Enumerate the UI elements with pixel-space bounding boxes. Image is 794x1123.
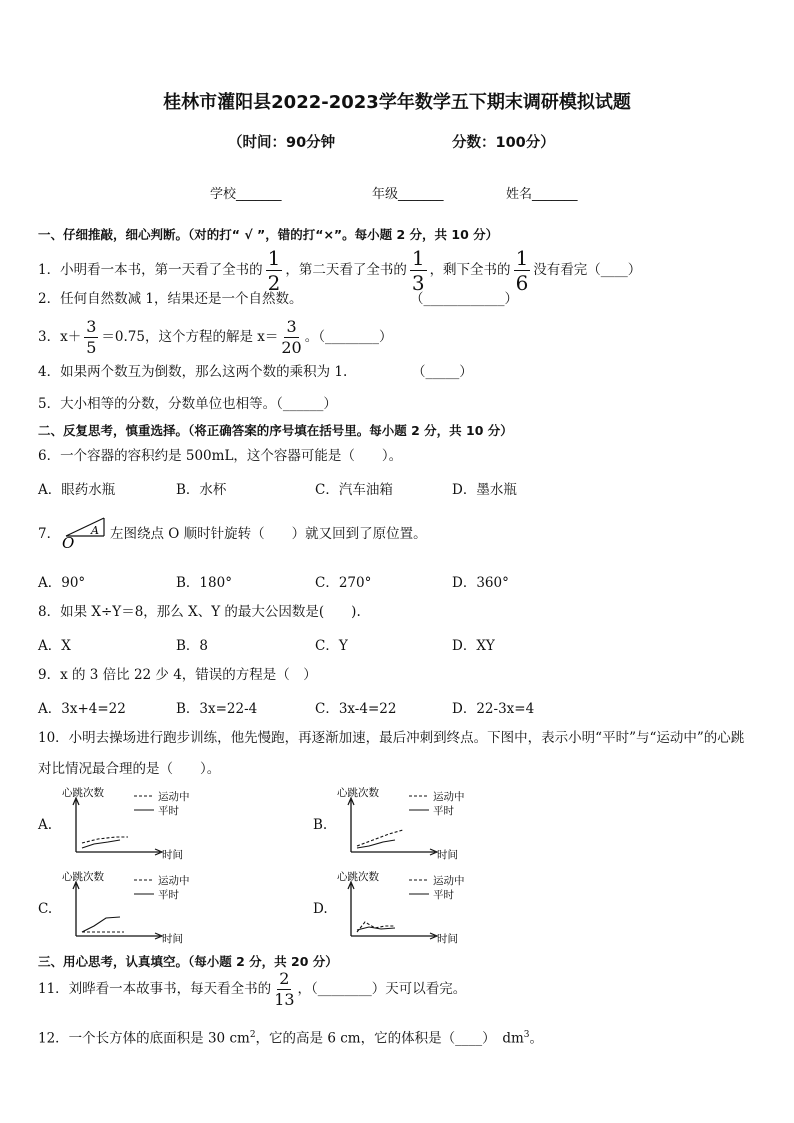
x-axis-label: 时间 (437, 933, 458, 945)
graph-a (58, 786, 228, 862)
question-4: 4．如果两个数互为倒数，那么这两个数的乘积为 1. (38, 364, 348, 380)
section-1-heading: 一、仔细推敲，细心判断。（对的打“ √ ”，错的打“×”。每小题 2 分，共 10 分） (38, 227, 499, 242)
question-1: 1．小明看一本书，第一天看了全书的 $\frac{1}{2}$ ，第二天看了全书的 $\frac{1}{3}$ ，剩下全书的 $\frac{1}{6}$ 没有看完（____） (38, 246, 642, 295)
y-axis-label: 心跳次数 (337, 871, 379, 883)
legend-dash-label: 运动中 (158, 875, 190, 887)
page-title: 桂林市灌阳县2022-2023学年数学五下期末调研模拟试题 (163, 92, 631, 113)
question-7-number: 7． (38, 526, 61, 542)
fraction: $\frac{3}{20}$ (281, 317, 302, 357)
graph-c (58, 870, 228, 946)
question-10-line-1: 10．小明去操场进行跑步训练，他先慢跑，再逐渐加速，最后冲刺到终点。下图中，表示小明“平时”与“运动中”的心跳 (38, 730, 745, 746)
question-2: 2．任何自然数减 1，结果还是一个自然数。 (38, 291, 303, 307)
legend-dash-label: 运动中 (433, 875, 465, 887)
q6-option-d: D．墨水瓶 (452, 482, 517, 498)
x-axis-label: 时间 (437, 849, 458, 861)
exercise-curve (357, 922, 395, 932)
y-axis-label: 心跳次数 (337, 787, 379, 799)
q10-option-c: C. (38, 901, 53, 917)
q6-option-c: C．汽车油箱 (315, 482, 393, 498)
normal-curve (82, 917, 120, 932)
q10-option-d: D. (313, 901, 328, 917)
q10-option-a: A. (38, 817, 53, 833)
graph-d (333, 870, 503, 946)
x-axis-label: 时间 (162, 849, 183, 861)
question-7: 左图绕点 O 顺时针旋转（ ）就又回到了原位置。 (110, 526, 427, 542)
q8-option-a: A．X (38, 638, 71, 654)
exam-score: 分数：100分） (452, 135, 555, 151)
question-10-line-2: 对比情况最合理的是（ ）。 (38, 761, 221, 777)
q8-option-d: D．XY (452, 638, 495, 654)
q7-option-a: A．90° (38, 575, 86, 591)
school-field: 学校_______ (210, 187, 282, 202)
name-field: 姓名_______ (506, 187, 578, 202)
legend-solid-label: 平时 (158, 805, 179, 817)
q6-option-b: B．水杯 (176, 482, 227, 498)
grade-field: 年级_______ (372, 187, 444, 202)
legend-solid-label: 平时 (433, 889, 454, 901)
q7-option-b: B．180° (176, 575, 232, 591)
y-axis-label: 心跳次数 (62, 787, 104, 799)
question-6: 6．一个容器的容积约是 500mL，这个容器可能是（ ）。 (38, 448, 403, 464)
section-3-heading: 三、用心思考，认真填空。（每小题 2 分，共 20 分） (38, 954, 338, 969)
exam-time: （时间：90分钟 (228, 135, 336, 151)
fraction: $\frac{1}{6}$ (515, 246, 529, 295)
q8-option-b: B．8 (176, 638, 209, 654)
graph-b (333, 786, 503, 862)
question-9: 9．x 的 3 倍比 22 少 4，错误的方程是（ ） (38, 667, 317, 683)
legend-dash-label: 运动中 (433, 791, 465, 803)
q9-option-d: D．22-3x=4 (452, 701, 535, 717)
rotation-figure (60, 514, 110, 550)
fraction: $\frac{1}{2}$ (267, 246, 281, 295)
fraction: $\frac{2}{13}$ (274, 969, 295, 1009)
q6-option-a: A．眼药水瓶 (38, 482, 116, 498)
q7-option-d: D．360° (452, 575, 509, 591)
q10-option-b: B. (313, 817, 328, 833)
question-5: 5．大小相等的分数，分数单位也相等。（______） (38, 396, 337, 412)
q8-option-c: C．Y (315, 638, 348, 654)
section-2-heading: 二、反复思考，慎重选择。（将正确答案的序号填在括号里。每小题 2 分，共 10 分） (38, 423, 513, 438)
point-o-label: O (62, 534, 75, 550)
fraction: $\frac{3}{5}$ (86, 317, 97, 357)
q9-option-b: B．3x=22-4 (176, 701, 258, 717)
q7-option-c: C．270° (315, 575, 372, 591)
legend-solid-label: 平时 (158, 889, 179, 901)
q9-option-a: A．3x+4=22 (38, 701, 126, 717)
legend-solid-label: 平时 (433, 805, 454, 817)
question-2-blank: （____________） (410, 291, 518, 307)
question-4-blank: （_____） (412, 364, 473, 380)
exercise-curve (357, 830, 403, 846)
question-12: 12．一个长方体的底面积是 30 $cm^2$，它的高是 6 cm，它的体积是（____） $dm^3$。 (38, 1030, 544, 1047)
question-11: 11．刘晔看一本故事书，每天看全书的 $\frac{2}{13}$ ，（________）天可以看完。 (38, 969, 467, 1009)
x-axis-label: 时间 (162, 933, 183, 945)
legend-dash-label: 运动中 (158, 791, 190, 803)
y-axis-label: 心跳次数 (62, 871, 104, 883)
question-3: 3．x＋ $\frac{3}{5}$ ＝0.75，这个方程的解是 x＝ $\frac{3}{20}$ 。（________） (38, 317, 393, 357)
q9-option-c: C．3x-4=22 (315, 701, 397, 717)
point-a-label: A (91, 524, 99, 537)
question-8: 8．如果 X÷Y＝8，那么 X、Y 的最大公因数是( ). (38, 604, 361, 620)
fraction: $\frac{1}{3}$ (411, 246, 425, 295)
